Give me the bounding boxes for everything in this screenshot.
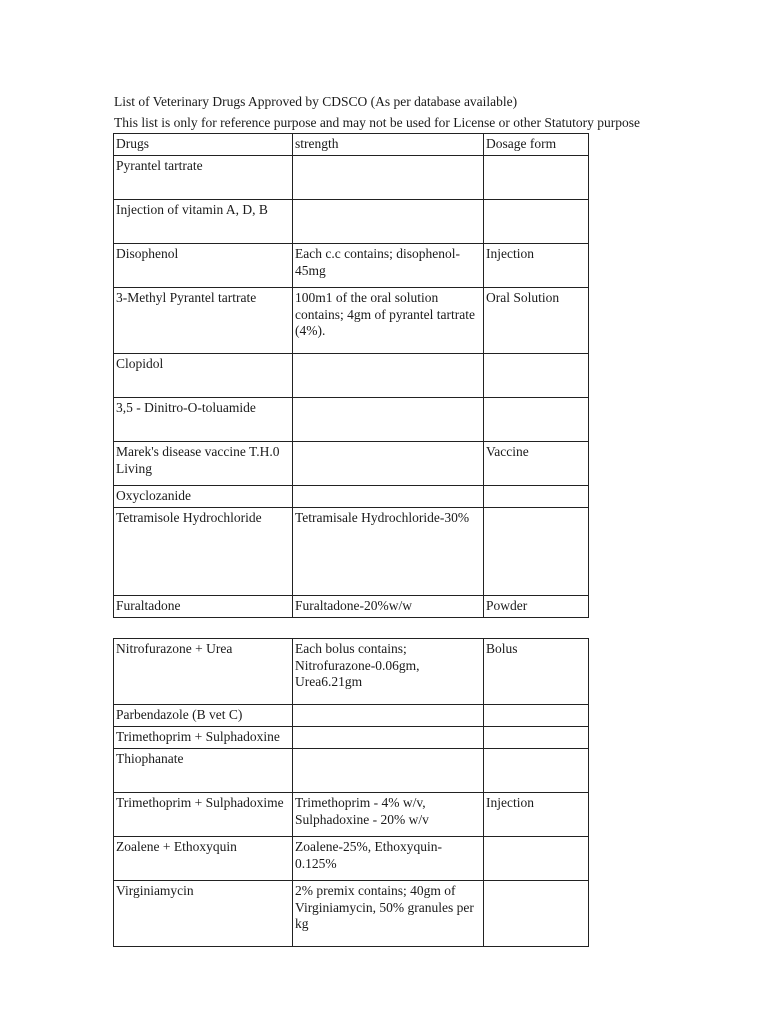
- cell-dosage-form: [484, 881, 589, 947]
- column-header-strength: strength: [293, 134, 484, 156]
- cell-drug: Injection of vitamin A, D, B: [114, 200, 293, 244]
- table-row: [114, 639, 589, 705]
- cell-strength: [293, 200, 484, 244]
- table-header-row: [114, 134, 589, 156]
- cell-strength: 100m1 of the oral solution contains; 4gm of pyrantel tartrate (4%).: [293, 288, 484, 354]
- table-row: [114, 442, 589, 486]
- table-row: [114, 727, 589, 749]
- cell-dosage-form: Injection: [484, 244, 589, 288]
- cell-drug: Disophenol: [114, 244, 293, 288]
- table-row: [114, 156, 589, 200]
- cell-drug: Trimethoprim + Sulphadoxime: [114, 793, 293, 837]
- cell-dosage-form: Vaccine: [484, 442, 589, 486]
- cell-strength: [293, 442, 484, 486]
- drugs-table-2: [113, 638, 589, 947]
- cell-dosage-form: Oral Solution: [484, 288, 589, 354]
- table-row: [114, 200, 589, 244]
- table-row: [114, 288, 589, 354]
- table-row: [114, 508, 589, 596]
- cell-dosage-form: [484, 508, 589, 596]
- cell-strength: [293, 749, 484, 793]
- table-row: [114, 398, 589, 442]
- cell-drug: Nitrofurazone + Urea: [114, 639, 293, 705]
- cell-strength: Each c.c contains; disophenol-45mg: [293, 244, 484, 288]
- cell-dosage-form: [484, 486, 589, 508]
- table-row: [114, 354, 589, 398]
- cell-strength: Zoalene-25%, Ethoxyquin-0.125%: [293, 837, 484, 881]
- cell-drug: Clopidol: [114, 354, 293, 398]
- cell-strength: [293, 705, 484, 727]
- cell-dosage-form: Powder: [484, 596, 589, 618]
- cell-drug: Oxyclozanide: [114, 486, 293, 508]
- cell-drug: Thiophanate: [114, 749, 293, 793]
- cell-dosage-form: Bolus: [484, 639, 589, 705]
- cell-drug: Virginiamycin: [114, 881, 293, 947]
- cell-strength: [293, 727, 484, 749]
- table-row: [114, 837, 589, 881]
- cell-strength: Each bolus contains; Nitrofurazone-0.06gm, Urea6.21gm: [293, 639, 484, 705]
- table-row: [114, 793, 589, 837]
- cell-strength: [293, 486, 484, 508]
- table-row: [114, 881, 589, 947]
- cell-drug: Zoalene + Ethoxyquin: [114, 837, 293, 881]
- cell-dosage-form: [484, 705, 589, 727]
- cell-drug: Marek's disease vaccine T.H.0 Living: [114, 442, 293, 486]
- cell-dosage-form: Injection: [484, 793, 589, 837]
- cell-drug: Parbendazole (B vet C): [114, 705, 293, 727]
- table-row: [114, 705, 589, 727]
- cell-strength: [293, 398, 484, 442]
- page-title: List of Veterinary Drugs Approved by CDSCO (As per database available): [114, 94, 518, 109]
- table-row: [114, 244, 589, 288]
- cell-drug: Tetramisole Hydrochloride: [114, 508, 293, 596]
- cell-strength: Furaltadone-20%w/w: [293, 596, 484, 618]
- cell-strength: Trimethoprim - 4% w/v, Sulphadoxine - 20% w/v: [293, 793, 484, 837]
- cell-dosage-form: [484, 354, 589, 398]
- cell-drug: Furaltadone: [114, 596, 293, 618]
- cell-dosage-form: [484, 727, 589, 749]
- column-header-drugs: Drugs: [114, 134, 293, 156]
- cell-drug: 3-Methyl Pyrantel tartrate: [114, 288, 293, 354]
- table-row: [114, 486, 589, 508]
- cell-dosage-form: [484, 200, 589, 244]
- table-row: [114, 596, 589, 618]
- cell-strength: [293, 156, 484, 200]
- cell-dosage-form: [484, 837, 589, 881]
- cell-strength: [293, 354, 484, 398]
- cell-drug: Pyrantel tartrate: [114, 156, 293, 200]
- cell-drug: Trimethoprim + Sulphadoxine: [114, 727, 293, 749]
- drugs-table-1: [113, 133, 589, 618]
- cell-dosage-form: [484, 398, 589, 442]
- cell-dosage-form: [484, 156, 589, 200]
- cell-strength: Tetramisale Hydrochloride-30%: [293, 508, 484, 596]
- cell-dosage-form: [484, 749, 589, 793]
- table-row: [114, 749, 589, 793]
- page-subtitle: This list is only for reference purpose and may not be used for License or other Statutory purpose: [114, 115, 640, 130]
- cell-strength: 2% premix contains; 40gm of Virginiamycin, 50% granules per kg: [293, 881, 484, 947]
- column-header-dosage-form: Dosage form: [484, 134, 589, 156]
- cell-drug: 3,5 - Dinitro-O-toluamide: [114, 398, 293, 442]
